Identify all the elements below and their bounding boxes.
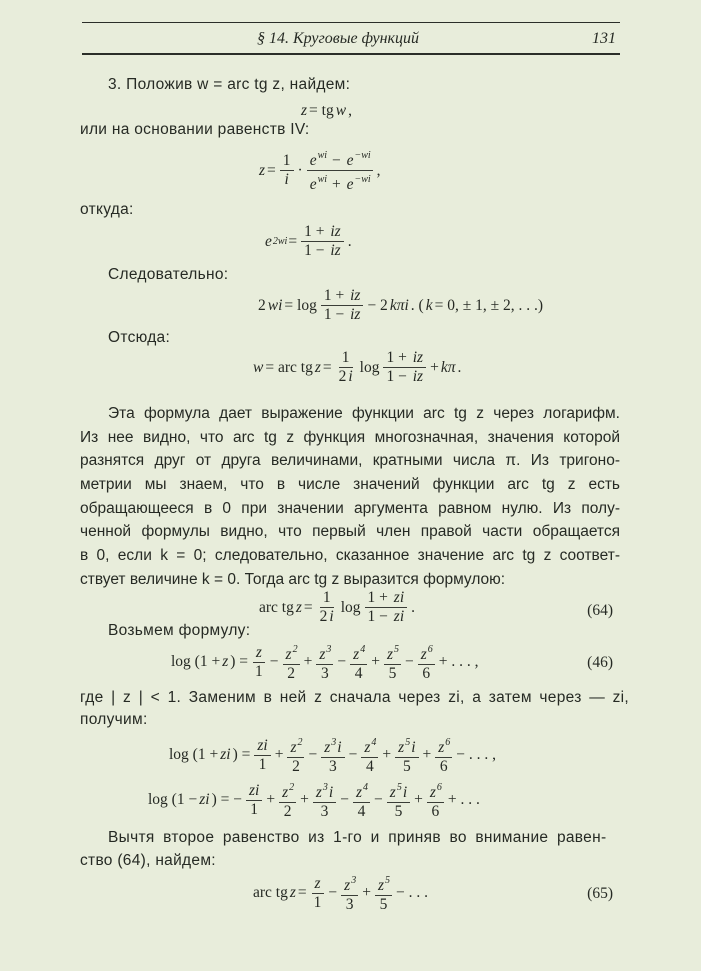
math-variable: e bbox=[309, 152, 317, 169]
fraction-denominator bbox=[301, 242, 344, 259]
math-text: + . . . , bbox=[438, 653, 479, 670]
fraction-denominator bbox=[343, 896, 357, 913]
math-text: 1 − bbox=[304, 242, 329, 259]
formula-w-arctg bbox=[252, 350, 462, 385]
fraction-denominator bbox=[321, 306, 364, 323]
fraction-numerator bbox=[418, 642, 435, 665]
math-fraction bbox=[279, 780, 296, 820]
math-text: = bbox=[322, 358, 332, 376]
math-exponent: 5 bbox=[396, 782, 402, 793]
fraction-numerator bbox=[384, 642, 401, 665]
fraction-denominator bbox=[392, 803, 406, 820]
math-variable: z bbox=[259, 161, 266, 179]
math-text: 1 bbox=[258, 755, 267, 773]
math-text: − bbox=[348, 746, 358, 763]
paragraph-line: обращающееся в 0 при значении аргумента равном нулю. Из полу- bbox=[80, 499, 620, 517]
math-variable: i bbox=[411, 739, 416, 756]
fraction-denominator bbox=[365, 608, 408, 625]
math-variable: zi bbox=[220, 746, 231, 763]
fraction-numerator bbox=[353, 780, 370, 803]
fraction-denominator bbox=[336, 368, 356, 385]
take-line: Возьмем формулу: bbox=[108, 622, 251, 639]
math-variable: z bbox=[420, 646, 427, 663]
math-variable: z bbox=[295, 598, 302, 616]
fraction-denominator bbox=[318, 803, 332, 820]
math-variable: zi bbox=[248, 781, 260, 799]
fraction-numerator bbox=[341, 873, 358, 896]
math-exponent: −wi bbox=[354, 150, 371, 161]
math-text: 6 bbox=[439, 758, 448, 775]
fraction-denominator bbox=[386, 665, 400, 682]
math-variable: z bbox=[429, 784, 436, 801]
math-variable: i bbox=[337, 739, 342, 756]
math-variable: z bbox=[389, 784, 396, 801]
math-exponent: 6 bbox=[445, 737, 451, 748]
fraction-numerator bbox=[283, 642, 300, 665]
fraction-denominator bbox=[377, 896, 391, 913]
math-text: 1 + bbox=[386, 349, 411, 366]
fraction-denominator bbox=[284, 665, 298, 682]
fraction-denominator bbox=[252, 663, 266, 680]
math-variable: z bbox=[319, 646, 326, 663]
math-text: − . . . bbox=[396, 884, 428, 901]
paragraph-line: ченной формулы видно, что первый член правой части обращается bbox=[80, 523, 620, 541]
math-text: 2 bbox=[292, 758, 300, 775]
paragraph-line: ствует величине k = 0. Тогда arc tg z выразится формулою: bbox=[80, 570, 506, 588]
math-fraction bbox=[350, 642, 367, 682]
math-variable: zi bbox=[393, 589, 405, 606]
math-text: ) = − bbox=[211, 791, 242, 808]
subtract-line-1: Вычтя второе равенство из 1-го и приняв во внимание равен- bbox=[108, 829, 607, 846]
math-fraction bbox=[307, 148, 373, 193]
fraction-denominator bbox=[429, 803, 443, 820]
basis-line: или на основании равенств IV: bbox=[80, 121, 310, 138]
math-text: 2 bbox=[319, 608, 328, 625]
math-variable: zi bbox=[257, 736, 268, 754]
math-exponent: 2 bbox=[297, 737, 303, 748]
math-variable: e bbox=[346, 152, 354, 169]
math-variable: w bbox=[335, 102, 347, 119]
math-text: + bbox=[430, 358, 439, 376]
running-header bbox=[82, 30, 620, 50]
math-fraction bbox=[316, 642, 333, 682]
equation-number-46: (46) bbox=[587, 654, 613, 671]
math-text: . bbox=[347, 232, 352, 250]
formula-2wi bbox=[257, 288, 544, 323]
where-line-2: получим: bbox=[80, 711, 148, 728]
math-text: 1 bbox=[313, 893, 322, 911]
math-text: + . . . bbox=[447, 791, 480, 808]
fraction-numerator bbox=[387, 780, 410, 803]
math-variable: i bbox=[402, 784, 408, 801]
math-text: arc tg bbox=[259, 598, 294, 616]
fraction-denominator bbox=[307, 171, 373, 193]
fraction-numerator bbox=[395, 735, 418, 758]
math-text: 5 bbox=[402, 758, 411, 775]
paragraph-line: Эта формула дает выражение функции arc tg z через логарифм. bbox=[108, 405, 620, 422]
math-text: log (1 − bbox=[148, 791, 198, 808]
fraction-denominator bbox=[247, 801, 261, 818]
paragraph-line: Из нее видно, что arc tg z функция многозначная, значения которой bbox=[80, 428, 620, 446]
math-text: 4 bbox=[354, 665, 363, 682]
fraction-numerator bbox=[253, 645, 265, 663]
math-exponent: 3 bbox=[331, 737, 337, 748]
fraction-numerator bbox=[280, 153, 294, 171]
header-rule-bottom bbox=[82, 53, 620, 55]
explanation-paragraph bbox=[80, 402, 620, 592]
math-fraction bbox=[283, 642, 300, 682]
math-variable: kπi bbox=[389, 296, 409, 314]
math-fraction bbox=[246, 783, 262, 818]
math-variable: kπ bbox=[440, 358, 456, 376]
math-text: 5 bbox=[379, 896, 388, 913]
hence-line: Отсюда: bbox=[108, 329, 171, 346]
fraction-numerator bbox=[254, 738, 270, 756]
math-text: + bbox=[362, 884, 371, 901]
math-fraction bbox=[365, 590, 408, 625]
math-text: 1 + bbox=[367, 589, 392, 606]
formula-e2wi bbox=[264, 224, 353, 259]
math-fraction bbox=[287, 735, 304, 775]
fraction-denominator bbox=[289, 758, 303, 775]
math-exponent: 6 bbox=[436, 782, 442, 793]
formula-z-exp bbox=[258, 148, 382, 193]
math-variable: z bbox=[314, 874, 321, 892]
math-variable: z bbox=[282, 784, 289, 801]
math-fraction bbox=[252, 645, 266, 680]
math-text: 1 − bbox=[323, 306, 349, 323]
fraction-numerator bbox=[279, 780, 296, 803]
math-text: 1 bbox=[322, 589, 331, 606]
fraction-numerator bbox=[246, 783, 262, 801]
math-variable: z bbox=[324, 739, 331, 756]
math-text: 1 bbox=[250, 800, 259, 818]
math-text: = bbox=[303, 598, 313, 616]
math-fraction bbox=[383, 350, 426, 385]
math-text: − bbox=[404, 653, 414, 670]
math-text: − bbox=[328, 152, 345, 169]
fraction-numerator bbox=[312, 876, 324, 894]
whence-line: откуда: bbox=[80, 201, 134, 218]
math-text: 4 bbox=[365, 758, 374, 775]
math-text: + bbox=[414, 791, 423, 808]
math-fraction bbox=[361, 735, 378, 775]
math-text: arc tg bbox=[253, 884, 288, 901]
math-exponent: 4 bbox=[363, 782, 369, 793]
math-fraction bbox=[321, 735, 344, 775]
math-text: − bbox=[374, 791, 383, 808]
math-fraction bbox=[317, 590, 337, 625]
math-text: + bbox=[266, 791, 276, 808]
therefore-line: Следовательно: bbox=[108, 266, 229, 283]
math-variable: z bbox=[301, 102, 308, 119]
math-text: = bbox=[267, 161, 276, 179]
formula-log-1-minus-zi bbox=[147, 780, 481, 820]
math-text: ) = bbox=[232, 746, 251, 763]
math-exponent: 2wi bbox=[272, 236, 288, 247]
math-variable: z bbox=[398, 739, 405, 756]
math-variable: z bbox=[255, 643, 262, 661]
math-variable: zi bbox=[199, 791, 210, 808]
formula-65 bbox=[252, 873, 429, 913]
math-fraction bbox=[384, 642, 401, 682]
fraction-denominator bbox=[311, 894, 325, 911]
fraction-denominator bbox=[352, 665, 366, 682]
math-fraction bbox=[341, 873, 358, 913]
math-text: 2 bbox=[258, 296, 266, 314]
math-fraction bbox=[387, 780, 410, 820]
math-text: , bbox=[348, 102, 352, 119]
math-exponent: 3 bbox=[322, 782, 328, 793]
math-variable: z bbox=[290, 739, 297, 756]
math-variable: iz bbox=[412, 349, 424, 366]
paragraph-line: в 0, если k = 0; следовательно, сказанное значение arc tg z соответ- bbox=[80, 547, 620, 565]
fraction-numerator bbox=[435, 735, 452, 758]
fraction-numerator bbox=[321, 735, 344, 758]
math-text: 1 bbox=[282, 152, 291, 169]
fraction-numerator bbox=[383, 350, 426, 368]
fraction-numerator bbox=[365, 590, 408, 608]
math-text: 3 bbox=[320, 803, 329, 820]
math-variable: i bbox=[284, 171, 289, 188]
math-text: 3 bbox=[329, 758, 337, 775]
math-variable: z bbox=[314, 358, 321, 376]
math-text: = tg bbox=[309, 102, 334, 119]
math-text: 1 − bbox=[367, 608, 392, 625]
section-title: § 14. Круговые функций bbox=[257, 30, 419, 47]
math-text: − bbox=[337, 653, 347, 670]
fraction-numerator bbox=[301, 224, 344, 242]
math-text: 1 bbox=[255, 662, 263, 680]
math-text: 4 bbox=[357, 803, 366, 820]
fraction-numerator bbox=[287, 735, 304, 758]
math-text: 2 bbox=[287, 665, 295, 682]
math-text: + bbox=[371, 653, 380, 670]
fraction-numerator bbox=[339, 350, 353, 368]
formula-log-1-plus-zi bbox=[168, 735, 497, 775]
math-fraction bbox=[321, 288, 364, 323]
math-variable: iz bbox=[330, 223, 341, 240]
math-variable: i bbox=[329, 608, 334, 625]
math-exponent: 4 bbox=[360, 644, 366, 655]
math-exponent: 6 bbox=[427, 644, 433, 655]
math-text: + bbox=[422, 746, 432, 763]
fraction-numerator bbox=[320, 590, 334, 608]
math-text: 1 + bbox=[304, 223, 329, 240]
math-variable: e bbox=[265, 232, 272, 250]
math-fraction bbox=[427, 780, 444, 820]
fraction-numerator bbox=[307, 148, 373, 171]
math-exponent: wi bbox=[317, 150, 328, 161]
math-exponent: wi bbox=[317, 174, 328, 185]
fraction-denominator bbox=[355, 803, 369, 820]
math-text: = log bbox=[284, 296, 317, 314]
math-text: 6 bbox=[431, 803, 440, 820]
math-variable: e bbox=[346, 176, 354, 193]
where-line-1: где | z | < 1. Заменим в ней z сначала через zi, а затем через — zi, bbox=[80, 689, 630, 706]
math-variable: z bbox=[386, 646, 393, 663]
math-text: − bbox=[269, 653, 279, 670]
math-variable: w bbox=[253, 358, 264, 376]
fraction-denominator bbox=[383, 368, 426, 385]
math-variable: i bbox=[328, 784, 334, 801]
math-exponent: 2 bbox=[292, 644, 298, 655]
equation-number-65: (65) bbox=[587, 885, 613, 902]
math-text: − 2 bbox=[367, 296, 388, 314]
math-text: . ( bbox=[410, 296, 424, 314]
header-rule-top bbox=[82, 22, 620, 23]
math-text: 2 bbox=[338, 368, 347, 385]
fraction-denominator bbox=[317, 608, 337, 625]
math-variable: wi bbox=[267, 296, 283, 314]
math-text: 3 bbox=[345, 896, 354, 913]
fraction-denominator bbox=[363, 758, 377, 775]
fraction-denominator bbox=[318, 665, 332, 682]
math-variable: e bbox=[309, 176, 317, 193]
math-text: = bbox=[297, 884, 307, 901]
fraction-denominator bbox=[326, 758, 340, 775]
fraction-numerator bbox=[321, 288, 364, 306]
math-text: 5 bbox=[388, 665, 397, 682]
math-variable: iz bbox=[350, 306, 361, 323]
subtract-line-2: ство (64), найдем: bbox=[80, 852, 216, 869]
math-fraction bbox=[313, 780, 336, 820]
math-exponent: 5 bbox=[385, 875, 390, 886]
math-variable: iz bbox=[330, 242, 341, 259]
math-variable: z bbox=[438, 739, 445, 756]
fraction-denominator bbox=[419, 665, 433, 682]
math-text: = arc tg bbox=[265, 358, 313, 376]
fraction-numerator bbox=[375, 873, 392, 896]
math-fraction bbox=[418, 642, 435, 682]
fraction-denominator bbox=[281, 803, 295, 820]
formula-64 bbox=[258, 590, 416, 625]
math-text: + bbox=[300, 791, 309, 808]
math-variable: z bbox=[355, 784, 363, 801]
fraction-denominator bbox=[282, 171, 292, 188]
math-variable: z bbox=[315, 784, 322, 801]
math-exponent: −wi bbox=[354, 174, 371, 185]
math-fraction bbox=[301, 224, 344, 259]
math-text: 1 + bbox=[323, 287, 349, 304]
fraction-denominator bbox=[256, 756, 270, 773]
math-exponent: 3 bbox=[351, 875, 357, 886]
fraction-numerator bbox=[316, 642, 333, 665]
math-text: + bbox=[328, 176, 345, 193]
math-text: , bbox=[376, 161, 381, 179]
paragraph-line: метрии мы знаем, что в числе значений функции arc tg z есть bbox=[80, 476, 620, 494]
equation-number-64: (64) bbox=[587, 602, 613, 619]
math-exponent: 3 bbox=[326, 644, 332, 655]
math-text: 6 bbox=[422, 665, 431, 682]
math-variable: iz bbox=[350, 287, 361, 304]
math-text: + bbox=[382, 746, 392, 763]
math-text: · bbox=[297, 161, 303, 179]
math-text: . bbox=[457, 358, 462, 376]
math-variable: z bbox=[289, 884, 296, 901]
intro-line: 3. Положив w = arc tg z, найдем: bbox=[108, 76, 351, 93]
math-exponent: 5 bbox=[393, 644, 399, 655]
math-fraction bbox=[280, 153, 294, 188]
math-text: = bbox=[288, 232, 298, 250]
math-text: log (1 + bbox=[169, 746, 219, 763]
math-fraction bbox=[336, 350, 356, 385]
math-text: + bbox=[274, 746, 284, 763]
math-text: 3 bbox=[320, 665, 329, 682]
math-text: − bbox=[340, 791, 349, 808]
math-fraction bbox=[311, 876, 325, 911]
fraction-denominator bbox=[400, 758, 414, 775]
math-fraction bbox=[254, 738, 270, 773]
math-text: 5 bbox=[394, 803, 403, 820]
math-text: log bbox=[340, 598, 361, 616]
page-number: 131 bbox=[592, 30, 616, 47]
fraction-numerator bbox=[361, 735, 378, 758]
math-variable: z bbox=[377, 877, 384, 894]
math-text: − bbox=[308, 746, 318, 763]
math-text: + bbox=[303, 653, 313, 670]
math-fraction bbox=[395, 735, 418, 775]
math-text: − . . . , bbox=[456, 746, 497, 763]
math-text: 1 bbox=[341, 349, 350, 366]
math-text: 1 − bbox=[386, 368, 411, 385]
math-variable: z bbox=[222, 653, 229, 670]
fraction-numerator bbox=[313, 780, 336, 803]
math-fraction bbox=[435, 735, 452, 775]
math-fraction bbox=[353, 780, 370, 820]
math-exponent: 2 bbox=[289, 782, 295, 793]
math-fraction bbox=[375, 873, 392, 913]
fraction-numerator bbox=[350, 642, 367, 665]
math-text: = 0, ± 1, ± 2, . . .) bbox=[434, 296, 543, 314]
math-text: log bbox=[359, 358, 380, 376]
math-exponent: 5 bbox=[405, 737, 411, 748]
math-text: − bbox=[328, 884, 338, 901]
paragraph-line: разнятся друг от друга величинами, кратными числа π. Из тригоно- bbox=[80, 452, 620, 470]
math-variable: zi bbox=[393, 608, 405, 625]
math-variable: iz bbox=[412, 368, 424, 385]
math-variable: i bbox=[348, 368, 353, 385]
formula-z-tg-w bbox=[300, 102, 353, 120]
math-variable: k bbox=[425, 296, 433, 314]
formula-46 bbox=[170, 642, 480, 682]
fraction-numerator bbox=[427, 780, 444, 803]
math-text: 2 bbox=[283, 803, 292, 820]
math-text: log (1 + bbox=[171, 653, 221, 670]
math-text: . bbox=[411, 598, 415, 616]
math-variable: z bbox=[344, 877, 351, 894]
fraction-denominator bbox=[437, 758, 451, 775]
math-variable: z bbox=[285, 646, 292, 663]
math-text: ) = bbox=[230, 653, 249, 670]
math-exponent: 4 bbox=[371, 737, 377, 748]
math-variable: z bbox=[364, 739, 371, 756]
math-variable: z bbox=[353, 646, 360, 663]
